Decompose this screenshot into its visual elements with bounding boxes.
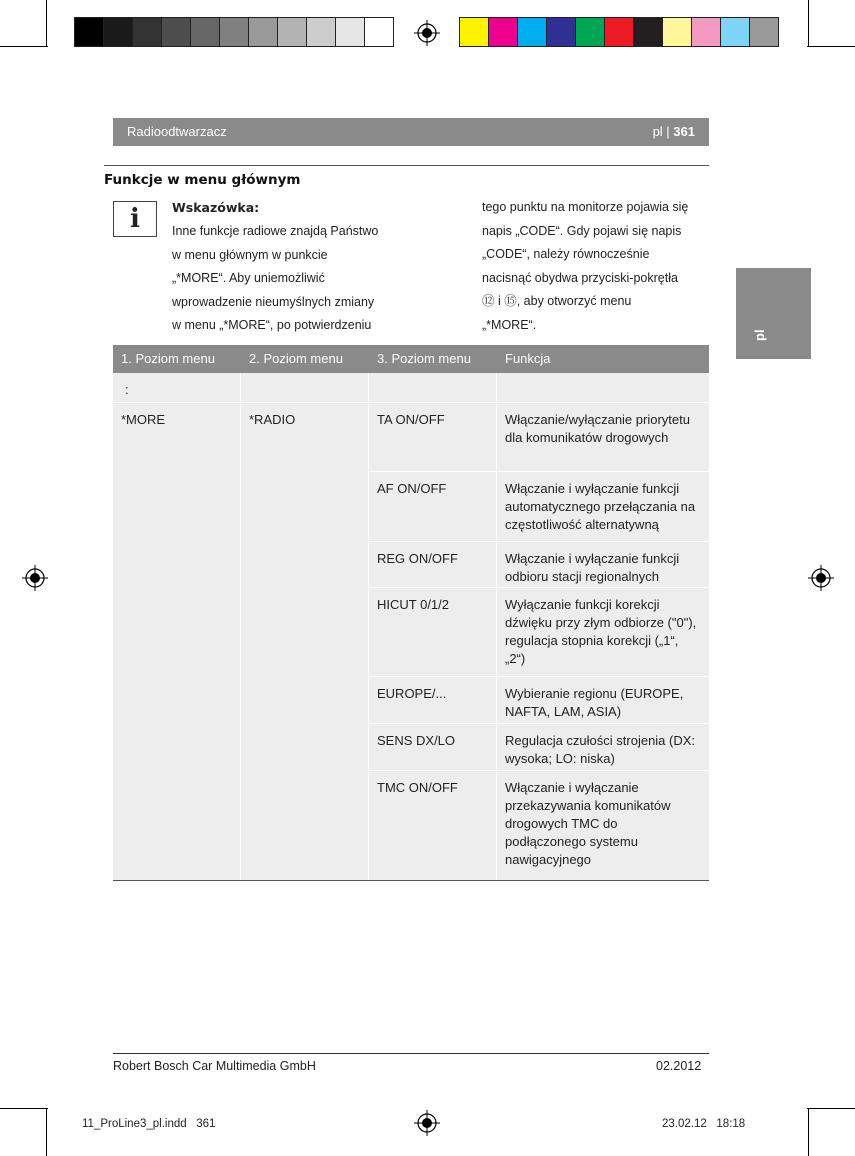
color-swatch xyxy=(219,17,249,47)
table-cell xyxy=(113,373,709,403)
row-divider xyxy=(369,770,709,771)
column-divider xyxy=(368,373,369,880)
registration-mark-icon xyxy=(808,565,834,591)
note-line: „*MORE“. Aby uniemożliwić xyxy=(172,271,325,285)
color-swatch xyxy=(488,17,518,47)
color-swatch xyxy=(749,17,779,47)
language-side-tab xyxy=(736,268,811,359)
menu-functions-table xyxy=(113,345,709,881)
footer-company: Robert Bosch Car Multimedia GmbH xyxy=(113,1059,316,1073)
registration-mark-icon xyxy=(414,20,440,46)
table-header-cell: Funkcja xyxy=(497,345,709,373)
note-line: tego punktu na monitorze pojawia się xyxy=(482,200,689,214)
print-slug-file: 11_ProLine3_pl.indd 361 xyxy=(82,1118,216,1130)
page-header-bar xyxy=(113,118,709,146)
note-line: w menu głównym w punkcie xyxy=(172,247,328,262)
note-line: ⑫ i ⑮, aby otworzyć menu xyxy=(482,294,632,308)
note-line: wprowadzenie nieumyślnych zmiany xyxy=(172,294,375,309)
print-slug-timestamp: 23.02.12 18:18 xyxy=(662,1118,746,1130)
title-divider xyxy=(104,165,709,166)
function-cell: Włączanie i wyłączanie przekazywania komunikatów drogowych TMC do podłączonego systemu nawigacyjnego xyxy=(505,780,671,867)
section-name: Radioodtwarzacz xyxy=(127,124,227,139)
table-header-cell: 1. Poziom menu xyxy=(113,345,241,373)
crop-mark xyxy=(0,1108,48,1109)
table-cell xyxy=(113,403,369,880)
registration-mark-icon xyxy=(414,1110,440,1136)
note-line: nacisnąć obydwa przyciski-pokrętła xyxy=(482,270,678,285)
column-divider xyxy=(496,373,497,880)
level3-cell: EUROPE/... xyxy=(377,686,447,701)
section-title: Funkcje w menu głównym xyxy=(104,172,301,188)
color-swatch xyxy=(190,17,220,47)
color-swatch xyxy=(546,17,576,47)
note-text-right xyxy=(482,196,717,337)
footer-divider xyxy=(113,1053,709,1054)
page-number: 361 xyxy=(673,124,695,139)
color-swatch xyxy=(459,17,489,47)
level1-cell: *MORE xyxy=(121,412,166,427)
footer-date: 02.2012 xyxy=(656,1059,702,1073)
language-code: pl xyxy=(652,124,663,139)
crop-mark xyxy=(808,1109,809,1156)
function-cell: Włączanie/wyłączanie priorytetu dla komunikatów drogowych xyxy=(505,412,690,445)
note-line: „*MORE“. xyxy=(482,317,537,332)
function-cell: Włączanie i wyłączanie funkcji odbioru stacji regionalnych xyxy=(505,551,680,584)
level3-cell: TA ON/OFF xyxy=(377,412,445,427)
crop-mark xyxy=(46,0,47,46)
function-cell: Włączanie i wyłączanie funkcji automatycznego przełączania na częstotliwość alternatywną xyxy=(505,481,696,532)
function-cell: Regulacja czułości strojenia (DX: wysoka; LO: niska) xyxy=(505,733,696,766)
row-divider xyxy=(369,471,709,472)
color-swatch xyxy=(306,17,336,47)
level3-cell: TMC ON/OFF xyxy=(377,780,458,795)
color-swatch xyxy=(575,17,605,47)
color-swatch xyxy=(364,17,394,47)
table-cell: : xyxy=(125,382,129,397)
color-swatch xyxy=(335,17,365,47)
color-swatch xyxy=(248,17,278,47)
level2-cell: *RADIO xyxy=(249,412,296,427)
color-swatch xyxy=(161,17,191,47)
table-bottom-rule xyxy=(113,880,709,881)
side-tab-label: pl xyxy=(752,329,767,341)
level3-cell: REG ON/OFF xyxy=(377,551,458,566)
color-swatch xyxy=(720,17,750,47)
row-divider xyxy=(113,402,709,403)
color-swatch xyxy=(103,17,133,47)
crop-mark xyxy=(808,0,809,46)
color-swatch xyxy=(517,17,547,47)
row-divider xyxy=(369,541,709,542)
row-divider xyxy=(369,723,709,724)
column-divider xyxy=(240,373,241,880)
row-divider xyxy=(369,587,709,588)
color-swatch xyxy=(691,17,721,47)
crop-mark xyxy=(0,46,48,47)
crop-mark xyxy=(46,1109,47,1156)
color-swatch xyxy=(132,17,162,47)
note-line: napis „CODE“. Gdy pojawi się napis xyxy=(482,223,682,238)
table-header-cell: 3. Poziom menu xyxy=(369,345,497,373)
color-swatch xyxy=(277,17,307,47)
note-line: w menu „*MORE“, po potwierdzeniu xyxy=(172,318,372,332)
info-icon: i xyxy=(113,201,157,237)
note-text-left xyxy=(172,220,404,338)
level3-cell: SENS DX/LO xyxy=(377,733,456,748)
color-swatch xyxy=(633,17,663,47)
note-line: Inne funkcje radiowe znajdą Państwo xyxy=(172,224,379,238)
note-line: „CODE“, należy równocześnie xyxy=(482,247,650,261)
color-swatch xyxy=(604,17,634,47)
crop-mark xyxy=(807,46,855,47)
color-swatch xyxy=(662,17,692,47)
level3-cell: AF ON/OFF xyxy=(377,481,447,496)
crop-mark xyxy=(807,1108,855,1109)
level3-cell: HICUT 0/1/2 xyxy=(377,597,450,612)
function-cell: Wybieranie regionu (EUROPE, NAFTA, LAM, ASIA) xyxy=(505,686,684,719)
table-header-cell: 2. Poziom menu xyxy=(241,345,369,373)
note-heading: Wskazówka: xyxy=(172,200,260,215)
page-number-label: pl | 361 xyxy=(652,124,695,139)
color-swatch xyxy=(74,17,104,47)
row-divider xyxy=(369,676,709,677)
function-cell: Wyłączanie funkcji korekcji dźwięku przy złym odbiorze ("0"), regulacja stopnia korekcji („1“, „2“) xyxy=(505,597,697,666)
registration-mark-icon xyxy=(22,565,48,591)
